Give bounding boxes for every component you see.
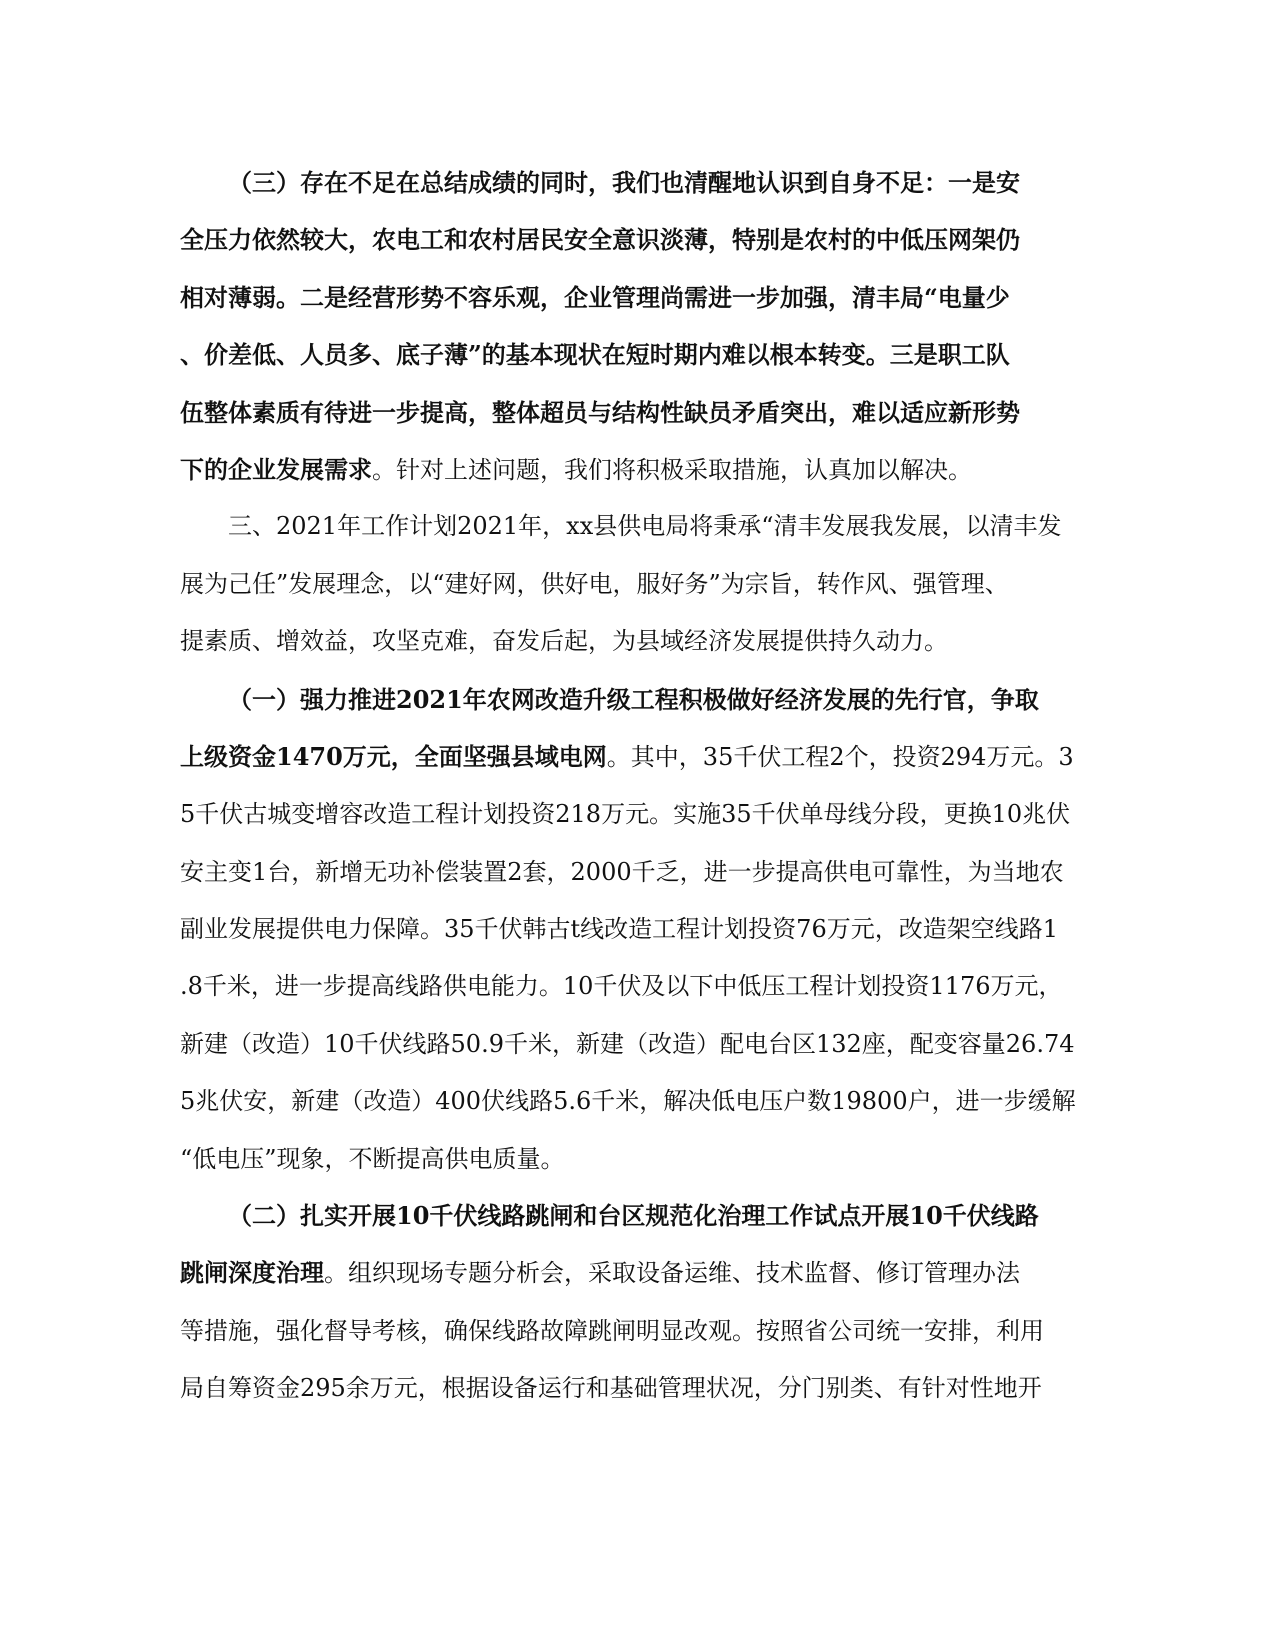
paragraph-line: 等措施，强化督导考核，确保线路故障跳闸明显改观。按照省公司统一安排，利用 <box>180 1316 1044 1345</box>
paragraph-line: 三、2021年工作计划2021年，xx县供电局将秉承“清丰发展我发展，以清丰发 <box>228 512 1062 541</box>
paragraph-line: 5兆伏安，新建（改造）400伏线路5.6千米，解决低电压户数19800户，进一步缓解 <box>180 1087 1076 1116</box>
paragraph-line: 副业发展提供电力保障。35千伏韩古t线改造工程计划投资76万元，改造架空线路1 <box>180 915 1058 944</box>
paragraph-line: 安主变1台，新增无功补偿装置2套，2000千乏，进一步提高供电可靠性，为当地农 <box>180 857 1064 886</box>
section-item-1 <box>180 671 1086 1188</box>
paragraph-line: 5千伏古城变增容改造工程计划投资218万元。实施35千伏单母线分段，更换10兆伏 <box>180 800 1071 829</box>
paragraph-line: .8千米，进一步提高线路供电能力。10千伏及以下中低压工程计划投资1176万元， <box>180 972 1063 1001</box>
paragraph-line: （二）扎实开展10千伏线路跳闸和台区规范化治理工作试点开展10千伏线路 <box>228 1201 1039 1231</box>
paragraph-line: 新建（改造）10千伏线路50.9千米，新建（改造）配电台区132座，配变容量26.74 <box>180 1029 1075 1058</box>
section-item-2 <box>180 1187 1086 1417</box>
paragraph-line: 、价差低、人员多、底子薄”的基本现状在短时期内难以根本转变。三是职工队 <box>180 340 1010 370</box>
document-page <box>180 154 1086 1417</box>
section-work-plan <box>180 498 1086 670</box>
paragraph-line: 局自筹资金295余万元，根据设备运行和基础管理状况，分门别类、有针对性地开 <box>180 1374 1042 1403</box>
paragraph-line: 提素质、增效益，攻坚克难，奋发后起，为县域经济发展提供持久动力。 <box>180 627 948 656</box>
paragraph-line: 全压力依然较大，农电工和农村居民安全意识淡薄，特别是农村的中低压网架仍 <box>180 225 1020 255</box>
paragraph-line: “低电压”现象，不断提高供电质量。 <box>180 1144 565 1173</box>
paragraph-line: （三）存在不足在总结成绩的同时，我们也清醒地认识到自身不足：一是安 <box>228 168 1020 197</box>
section-deficiencies <box>180 154 1086 498</box>
paragraph-line: 展为己任”发展理念，以“建好网，供好电，服好务”为宗旨，转作风、强管理、 <box>180 569 1009 598</box>
paragraph-line: 跳闸深度治理。组织现场专题分析会，采取设备运维、技术监督、修订管理办法 <box>180 1258 1020 1288</box>
paragraph-line: 伍整体素质有待进一步提高，整体超员与结构性缺员矛盾突出，难以适应新形势 <box>180 397 1020 427</box>
paragraph-line: （一）强力推进2021年农网改造升级工程积极做好经济发展的先行官，争取 <box>228 684 1039 714</box>
paragraph-line: 相对薄弱。二是经营形势不容乐观，企业管理尚需进一步加强，清丰局“电量少 <box>180 282 1010 312</box>
paragraph-line: 上级资金1470万元，全面坚强县域电网。其中，35千伏工程2个，投资294万元。3 <box>180 741 1074 771</box>
paragraph-line: 下的企业发展需求。针对上述问题，我们将积极采取措施，认真加以解决。 <box>180 454 972 484</box>
